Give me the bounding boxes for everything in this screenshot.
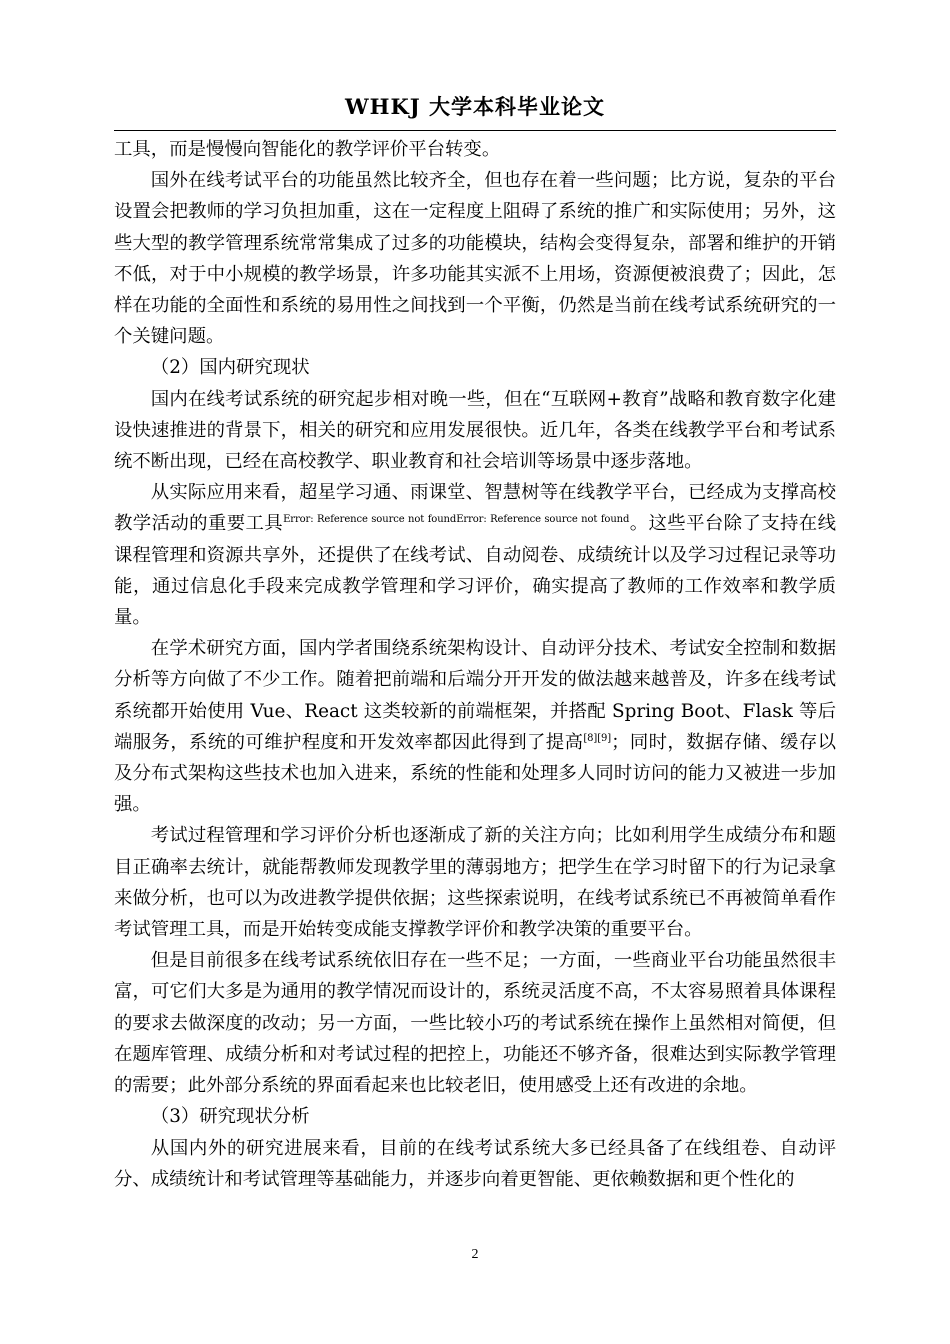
paragraph: 考试过程管理和学习评价分析也逐渐成了新的关注方向；比如利用学生成绩分布和题目正确率去统计，就能帮教师发现教学里的薄弱地方；把学生在学习时留下的行为记录拿来做分析，也可以为改进教学提供依据；这些探索说明，在线考试系统已不再被简单看作考试管理工具，而是开始转变成能支撑教学评价和教学决策的重要平台。 xyxy=(114,825,836,941)
paragraph: 从国内外的研究进展来看，目前的在线考试系统大多已经具备了在线组卷、自动评分、成绩统计和考试管理等基础能力，并逐步向着更智能、更依赖数据和更个性化的 xyxy=(114,1137,836,1190)
page-body xyxy=(114,134,836,1195)
paragraph: 工具，而是慢慢向智能化的教学评价平台转变。 xyxy=(114,139,501,160)
paragraph xyxy=(114,477,836,633)
paragraph-text: 。这些平台除了支持在线课程管理和资源共享外，还提供了在线考试、自动阅卷、成绩统计以及学习过程记录等功能，通过信息化手段来完成教学管理和学习评价，确实提高了教师的工作效率和教学质量。 xyxy=(114,513,836,629)
section-heading: （2）国内研究现状 xyxy=(150,357,310,379)
paragraph-text: 从实际应用来看，超星学习通、雨课堂、智慧树等在线教学平台，已经成为支撑高校教学活动的重要工具 xyxy=(114,482,836,535)
paragraph: 国内在线考试系统的研究起步相对晚一些，但在“互联网+教育”战略和教育数字化建设快速推进的背景下，相关的研究和应用发展很快。近几年，各类在线教学平台和考试系统不断出现，已经在高校教学、职业教育和社会培训等场景中逐步落地。 xyxy=(114,388,836,473)
paragraph-text: ；同时，数据存储、缓存以及分布式架构这些技术也加入进来，系统的性能和处理多人同时访问的能力又被进一步加强。 xyxy=(114,731,836,816)
citation-ref: [8][9] xyxy=(583,732,612,744)
section-heading: （3）研究现状分析 xyxy=(150,1106,310,1128)
paragraph xyxy=(114,633,836,820)
citation-ref: Error: Reference source not foundError: Reference source not found xyxy=(283,514,630,526)
page-number: 2 xyxy=(471,1247,479,1262)
paragraph: 国外在线考试平台的功能虽然比较齐全，但也存在着一些问题；比方说，复杂的平台设置会把教师的学习负担加重，这在一定程度上阻碍了系统的推广和实际使用；另外，这些大型的教学管理系统常常集成了过多的功能模块，结构会变得复杂，部署和维护的开销不低，对于中小规模的教学场景，许多功能其实派不上用场，资源便被浪费了；因此，怎样在功能的全面性和系统的易用性之间找到一个平衡，仍然是当前在线考试系统研究的一个关键问题。 xyxy=(114,170,836,348)
page-header: WHKJ 大学本科毕业论文 xyxy=(114,94,836,131)
paragraph-text: 在学术研究方面，国内学者围绕系统架构设计、自动评分技术、考试安全控制和数据分析等方向做了不少工作。随着把前端和后端分开开发的做法越来越普及，许多在线考试系统都开始使用 Vue、React 这类较新的前端框架，并搭配 Spring Boot、Flask 等后端服务，系统的可维护程度和开发效率都因此得到了提高 xyxy=(114,638,836,753)
paragraph: 但是目前很多在线考试系统依旧存在一些不足；一方面，一些商业平台功能虽然很丰富，可它们大多是为通用的教学情况而设计的，系统灵活度不高，不太容易照着具体课程的要求去做深度的改动；另一方面，一些比较小巧的考试系统在操作上虽然相对简便，但在题库管理、成绩分析和对考试过程的把控上，功能还不够齐备，很难达到实际教学管理的需要；此外部分系统的界面看起来也比较老旧，使用感受上还有改进的余地。 xyxy=(114,950,836,1097)
